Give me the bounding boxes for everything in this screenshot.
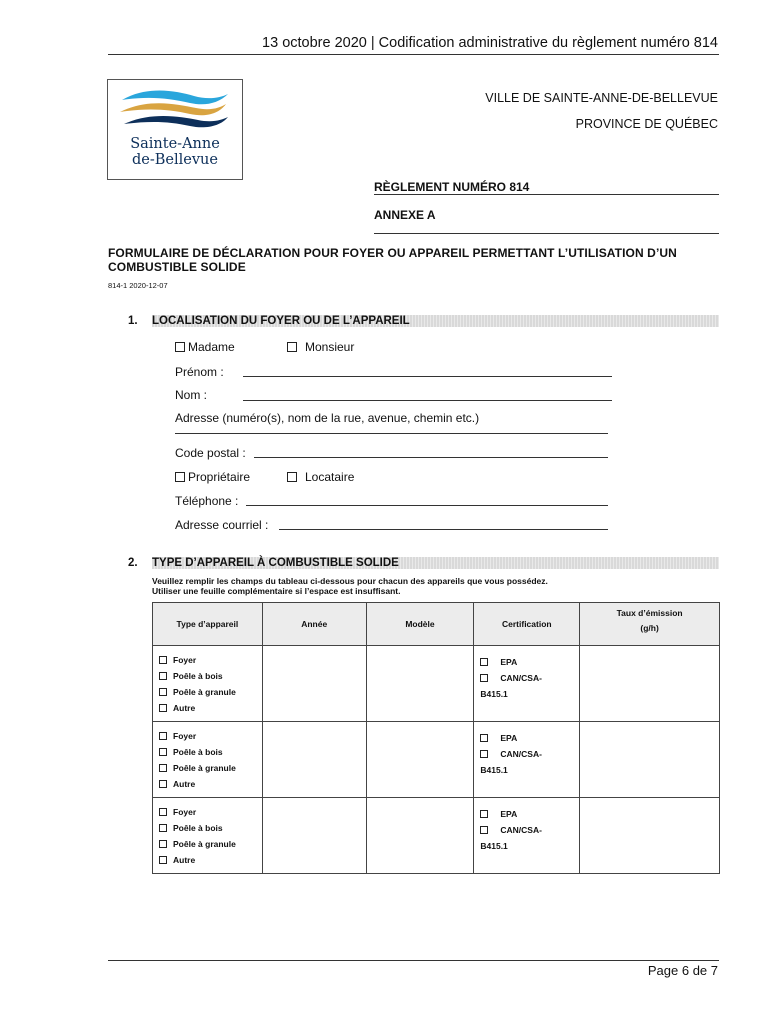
type-checkbox[interactable]	[159, 704, 167, 712]
annee-cell[interactable]	[262, 646, 366, 722]
madame-label: Madame	[188, 340, 235, 354]
certification-checkbox[interactable]	[480, 826, 488, 834]
type-option[interactable]	[159, 652, 262, 668]
prenom-field[interactable]	[243, 376, 612, 377]
type-label: Poêle à bois	[173, 823, 223, 833]
header-divider	[108, 54, 719, 55]
type-checkbox[interactable]	[159, 840, 167, 848]
emission-cell[interactable]	[580, 798, 720, 874]
adresse-label: Adresse (numéro(s), nom de la rue, avenue, chemin etc.)	[175, 411, 480, 425]
instruction-line-2: Utiliser une feuille complémentaire si l’espace est insuffisant.	[152, 586, 401, 596]
certification-label: B415.1	[480, 689, 508, 699]
annexe-label: ANNEXE A	[374, 208, 436, 222]
type-option[interactable]	[159, 804, 262, 820]
col-header-annee: Année	[262, 603, 366, 646]
nom-label: Nom :	[175, 388, 208, 402]
telephone-field[interactable]	[246, 505, 608, 506]
instruction-line-1: Veuillez remplir les champs du tableau ci-dessous pour chacun des appareils que vous possédez.	[152, 576, 548, 586]
madame-checkbox[interactable]	[175, 342, 185, 352]
certification-label: EPA	[500, 657, 518, 667]
certification-label-cont	[480, 762, 579, 778]
proprietaire-checkbox[interactable]	[175, 472, 185, 482]
type-option[interactable]	[159, 684, 262, 700]
divider	[374, 233, 719, 234]
type-checkbox[interactable]	[159, 748, 167, 756]
prenom-label: Prénom :	[175, 365, 224, 379]
type-option[interactable]	[159, 744, 262, 760]
locataire-option[interactable]	[287, 470, 354, 484]
adresse-field[interactable]	[175, 433, 608, 434]
certification-option[interactable]	[480, 822, 579, 838]
type-checkbox[interactable]	[159, 808, 167, 816]
madame-option[interactable]	[175, 340, 235, 354]
section-2-number: 2.	[128, 557, 138, 569]
type-checkbox[interactable]	[159, 780, 167, 788]
locataire-checkbox[interactable]	[287, 472, 297, 482]
col-header-emission	[580, 603, 720, 646]
certification-option[interactable]	[480, 730, 579, 746]
col-header-emission-line2: (g/h)	[640, 623, 659, 633]
section-1-number: 1.	[128, 315, 138, 327]
type-label: Foyer	[173, 731, 197, 741]
type-label: Poêle à granule	[173, 839, 236, 849]
province-name: PROVINCE DE QUÉBEC	[575, 117, 718, 131]
section-2-title: TYPE D’APPAREIL À COMBUSTIBLE SOLIDE	[152, 557, 399, 569]
type-checkbox[interactable]	[159, 688, 167, 696]
emission-cell[interactable]	[580, 722, 720, 798]
logo-text-line1: Sainte-Anne	[130, 136, 220, 152]
col-header-certification: Certification	[474, 603, 580, 646]
type-label: Poêle à bois	[173, 671, 223, 681]
city-logo	[107, 79, 243, 180]
modele-cell[interactable]	[366, 722, 474, 798]
certification-option[interactable]	[480, 806, 579, 822]
type-option[interactable]	[159, 700, 262, 716]
col-header-emission-line1: Taux d’émission	[616, 608, 683, 618]
certification-label: CAN/CSA-	[500, 673, 542, 683]
certification-checkbox[interactable]	[480, 658, 488, 666]
code-postal-label: Code postal :	[175, 446, 246, 460]
type-label: Autre	[173, 703, 196, 713]
type-option[interactable]	[159, 760, 262, 776]
page-header-title: 13 octobre 2020 | Codification administrative du règlement numéro 814	[262, 35, 718, 51]
certification-label: B415.1	[480, 841, 508, 851]
certification-cell	[474, 646, 580, 722]
monsieur-option[interactable]	[287, 340, 354, 354]
section-1-title: LOCALISATION DU FOYER OU DE L’APPAREIL	[152, 315, 410, 327]
appliance-table	[152, 602, 720, 874]
type-option[interactable]	[159, 668, 262, 684]
certification-option[interactable]	[480, 746, 579, 762]
type-checkbox[interactable]	[159, 672, 167, 680]
table-row	[153, 722, 720, 798]
modele-cell[interactable]	[366, 646, 474, 722]
table-row	[153, 646, 720, 722]
type-checkbox[interactable]	[159, 656, 167, 664]
col-header-type: Type d’appareil	[153, 603, 263, 646]
type-option[interactable]	[159, 820, 262, 836]
city-name: VILLE DE SAINTE-ANNE-DE-BELLEVUE	[485, 91, 718, 105]
certification-label: CAN/CSA-	[500, 749, 542, 759]
certification-label: CAN/CSA-	[500, 825, 542, 835]
certification-cell	[474, 798, 580, 874]
certification-label: EPA	[500, 809, 518, 819]
certification-label: B415.1	[480, 765, 508, 775]
certification-checkbox[interactable]	[480, 734, 488, 742]
certification-label-cont	[480, 686, 579, 702]
annee-cell[interactable]	[262, 722, 366, 798]
certification-option[interactable]	[480, 654, 579, 670]
type-label: Poêle à granule	[173, 763, 236, 773]
type-option[interactable]	[159, 728, 262, 744]
courriel-field[interactable]	[279, 529, 608, 530]
type-cell	[153, 722, 263, 798]
type-label: Foyer	[173, 655, 197, 665]
monsieur-checkbox[interactable]	[287, 342, 297, 352]
form-code: 814-1 2020-12-07	[108, 281, 168, 290]
certification-checkbox[interactable]	[480, 674, 488, 682]
locataire-label: Locataire	[305, 470, 355, 484]
certification-label: EPA	[500, 733, 518, 743]
divider	[374, 194, 719, 195]
table-row	[153, 798, 720, 874]
nom-field[interactable]	[243, 400, 612, 401]
courriel-label: Adresse courriel :	[175, 518, 269, 532]
type-label: Foyer	[173, 807, 197, 817]
logo-text-line2: de-Bellevue	[132, 152, 218, 168]
reglement-number: RÈGLEMENT NUMÉRO 814	[374, 180, 530, 194]
wave-logo-icon	[108, 84, 242, 134]
form-title: FORMULAIRE DE DÉCLARATION POUR FOYER OU APPAREIL PERMETTANT L’UTILISATION D’UN COMBUSTIBLE SOLIDE	[108, 246, 677, 274]
type-cell	[153, 798, 263, 874]
type-cell	[153, 646, 263, 722]
type-label: Autre	[173, 855, 196, 865]
type-checkbox[interactable]	[159, 824, 167, 832]
certification-label-cont	[480, 838, 579, 854]
telephone-label: Téléphone :	[175, 494, 239, 508]
type-checkbox[interactable]	[159, 732, 167, 740]
certification-option[interactable]	[480, 670, 579, 686]
type-option[interactable]	[159, 836, 262, 852]
table-header-row	[153, 603, 720, 646]
type-checkbox[interactable]	[159, 856, 167, 864]
type-label: Poêle à granule	[173, 687, 236, 697]
type-label: Autre	[173, 779, 196, 789]
page-number: Page 6 de 7	[647, 963, 718, 978]
type-option[interactable]	[159, 776, 262, 792]
proprietaire-label: Propriétaire	[188, 470, 251, 484]
certification-cell	[474, 722, 580, 798]
annee-cell[interactable]	[262, 798, 366, 874]
type-checkbox[interactable]	[159, 764, 167, 772]
emission-cell[interactable]	[580, 646, 720, 722]
proprietaire-option[interactable]	[175, 470, 250, 484]
type-label: Poêle à bois	[173, 747, 223, 757]
certification-checkbox[interactable]	[480, 810, 488, 818]
modele-cell[interactable]	[366, 798, 474, 874]
certification-checkbox[interactable]	[480, 750, 488, 758]
type-option[interactable]	[159, 852, 262, 868]
code-postal-field[interactable]	[254, 457, 608, 458]
footer-divider	[108, 960, 719, 961]
monsieur-label: Monsieur	[305, 340, 355, 354]
col-header-modele: Modèle	[366, 603, 474, 646]
